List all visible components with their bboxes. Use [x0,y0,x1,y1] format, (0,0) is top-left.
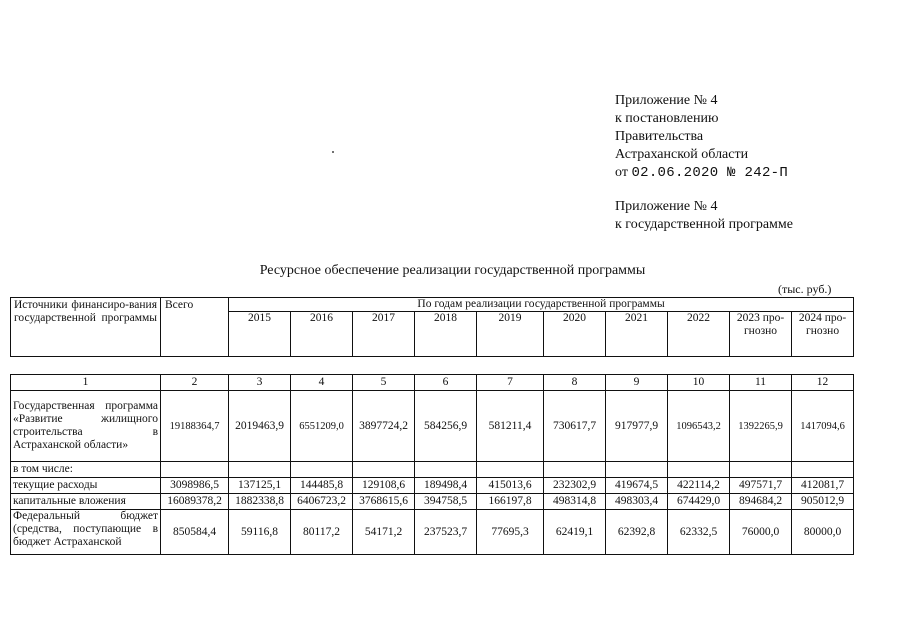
table-cell: 77695,3 [477,510,544,555]
year-header: 2021 [606,312,668,357]
table-cell: 80117,2 [291,510,353,555]
decree-appendix-line: Астраханской области [615,147,749,162]
total-column-header: Всего [161,298,229,357]
decree-date-prefix: от [615,165,628,180]
table-cell: 894684,2 [730,494,792,510]
column-number: 8 [544,375,606,391]
year-header: 2023 про-гнозно [730,312,792,357]
funding-table-body [10,374,854,555]
table-cell: 3897724,2 [353,391,415,462]
table-cell: 3098986,5 [161,478,229,494]
table-cell: 2019463,9 [229,391,291,462]
table-cell: 137125,1 [229,478,291,494]
table-cell: 80000,0 [792,510,854,555]
year-header: 2020 [544,312,606,357]
table-row [11,478,854,494]
row-label: текущие расходы [11,478,161,494]
units-label: (тыс. руб.) [778,282,832,296]
table-cell: 189498,4 [415,478,477,494]
row-label: в том числе: [11,462,161,478]
scan-speck [332,151,334,153]
table-cell: 584256,9 [415,391,477,462]
table-cell [606,462,668,478]
column-number: 2 [161,375,229,391]
table-cell [792,462,854,478]
decree-appendix-line: к постановлению [615,111,719,126]
table-cell: 412081,7 [792,478,854,494]
table-cell: 166197,8 [477,494,544,510]
table-cell: 232302,9 [544,478,606,494]
column-number: 9 [606,375,668,391]
column-number: 3 [229,375,291,391]
year-header: 2022 [668,312,730,357]
table-cell [353,462,415,478]
decree-appendix-note [615,92,788,182]
table-cell: 1392265,9 [730,391,792,462]
table-cell: 1882338,8 [229,494,291,510]
decree-appendix-line: Приложение № 4 [615,93,718,108]
table-cell [415,462,477,478]
table-cell: 1417094,6 [792,391,854,462]
table-cell [544,462,606,478]
table-cell: 419674,5 [606,478,668,494]
source-column-header: Источники финансиро-вания государственной программы [11,298,161,357]
column-number: 4 [291,375,353,391]
table-cell [668,462,730,478]
column-number: 10 [668,375,730,391]
table-cell: 76000,0 [730,510,792,555]
year-header: 2019 [477,312,544,357]
column-number-row [11,375,854,391]
program-appendix-line: Приложение № 4 [615,199,718,214]
table-cell [161,462,229,478]
table-cell: 498314,8 [544,494,606,510]
table-cell [477,462,544,478]
table-cell: 730617,7 [544,391,606,462]
year-header: 2017 [353,312,415,357]
decree-appendix-line: Правительства [615,129,704,144]
table-cell: 62332,5 [668,510,730,555]
decree-date-line [615,164,788,182]
years-span-header: По годам реализации государственной программы [229,298,854,312]
table-cell [291,462,353,478]
table-cell: 16089378,2 [161,494,229,510]
year-header: 2016 [291,312,353,357]
table-cell: 415013,6 [477,478,544,494]
column-number: 6 [415,375,477,391]
table-row [11,510,854,555]
table-row [11,494,854,510]
table-cell: 59116,8 [229,510,291,555]
document-title: Ресурсное обеспечение реализации государственной программы [259,263,646,278]
table-cell: 6551209,0 [291,391,353,462]
table-cell: 497571,7 [730,478,792,494]
table-cell: 674429,0 [668,494,730,510]
table-cell: 62419,1 [544,510,606,555]
column-number: 1 [11,375,161,391]
table-cell: 19188364,7 [161,391,229,462]
row-label: капитальные вложения [11,494,161,510]
column-number: 7 [477,375,544,391]
column-number: 5 [353,375,415,391]
table-cell: 498303,4 [606,494,668,510]
table-cell [229,462,291,478]
funding-table-header [10,297,854,357]
table-cell: 54171,2 [353,510,415,555]
year-header: 2024 про-гнозно [792,312,854,357]
table-cell: 905012,9 [792,494,854,510]
column-number: 11 [730,375,792,391]
row-label-text: Федеральный бюджет (средства, поступающие в бюджет Астраханской [13,510,158,548]
table-cell: 6406723,2 [291,494,353,510]
table-cell: 850584,4 [161,510,229,555]
table-cell: 3768615,6 [353,494,415,510]
row-label: Государственная программа «Развитие жилищного строительства в Астраханской области» [11,391,161,462]
table-cell: 237523,7 [415,510,477,555]
table-row [11,391,854,462]
decree-date-number: 02.06.2020 № 242-П [631,165,789,181]
table-cell: 581211,4 [477,391,544,462]
table-cell: 1096543,2 [668,391,730,462]
table-cell: 129108,6 [353,478,415,494]
table-cell: 917977,9 [606,391,668,462]
table-cell: 394758,5 [415,494,477,510]
program-appendix-line: к государственной программе [615,217,793,232]
row-label [11,510,161,555]
table-cell: 422114,2 [668,478,730,494]
table-cell: 62392,8 [606,510,668,555]
program-appendix-note [615,198,793,234]
column-number: 12 [792,375,854,391]
table-row [11,462,854,478]
year-header: 2015 [229,312,291,357]
table-cell [730,462,792,478]
table-cell: 144485,8 [291,478,353,494]
year-header: 2018 [415,312,477,357]
